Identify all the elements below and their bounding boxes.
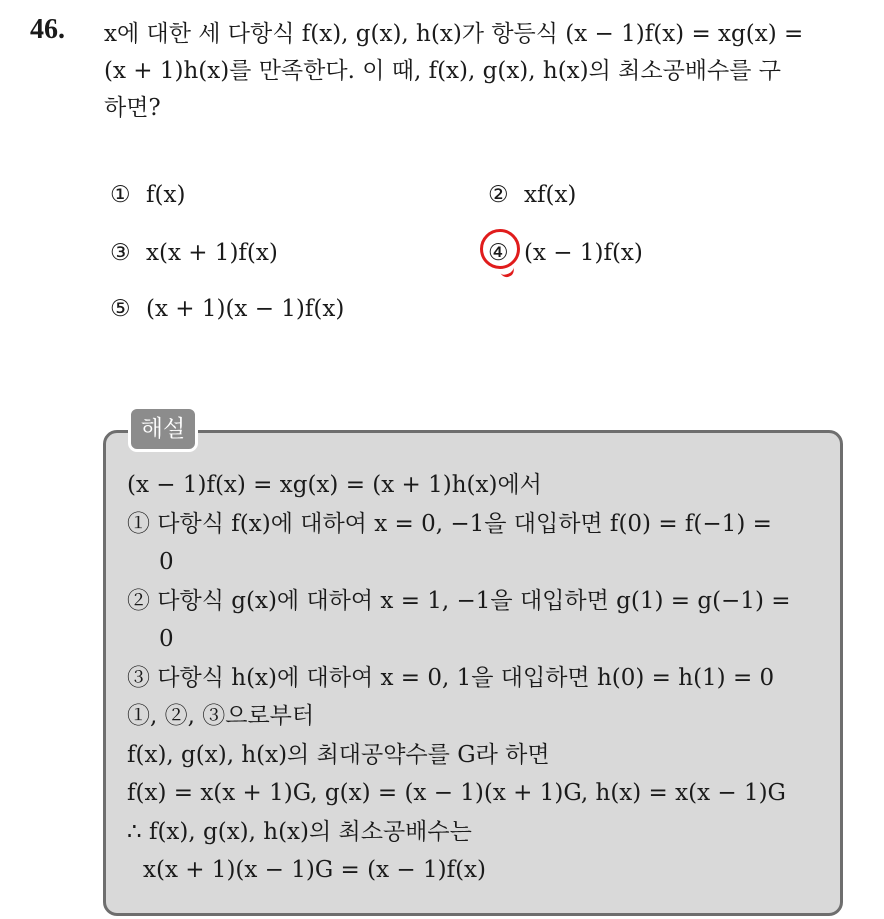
solution-line: 0 xyxy=(159,549,174,575)
solution-line: f(x) = x(x + 1)G, g(x) = (x − 1)(x + 1)G, h(x) = x(x − 1)G xyxy=(127,780,786,806)
solution-line: x(x + 1)(x − 1)G = (x − 1)f(x) xyxy=(143,857,487,883)
stem-line: x에 대한 세 다항식 f(x), g(x), h(x)가 항등식 (x − 1)f(x) = xg(x) = xyxy=(104,21,804,47)
problem-number: 46. xyxy=(30,14,65,45)
solution-line: 0 xyxy=(159,626,174,652)
solution-line: ③ 다항식 h(x)에 대하여 x = 0, 1을 대입하면 h(0) = h(1) = 0 xyxy=(127,664,775,691)
problem-stem xyxy=(104,16,874,127)
choice-2[interactable] xyxy=(488,182,576,208)
solution-line: f(x), g(x), h(x)의 최대공약수를 G라 하면 xyxy=(127,741,550,768)
choice-text: x(x + 1)f(x) xyxy=(146,240,278,266)
solution-line: ② 다항식 g(x)에 대하여 x = 1, −1을 대입하면 g(1) = g(−1) = xyxy=(127,587,791,614)
choice-text: (x − 1)f(x) xyxy=(524,240,643,266)
solution-line: (x − 1)f(x) = xg(x) = (x + 1)h(x)에서 xyxy=(127,472,542,498)
choice-1[interactable] xyxy=(110,182,185,208)
choice-mark: ⑤ xyxy=(110,296,131,322)
choice-text: f(x) xyxy=(146,182,186,208)
solution-line: ∴ f(x), g(x), h(x)의 최소공배수는 xyxy=(127,818,472,845)
choice-5[interactable] xyxy=(110,296,344,322)
stem-line: (x + 1)h(x)를 만족한다. 이 때, f(x), g(x), h(x)의 최소공배수를 구 xyxy=(104,58,781,84)
solution-line: ①, ②, ③으로부터 xyxy=(127,703,315,729)
choice-mark: ② xyxy=(488,182,509,208)
choice-mark: ④ xyxy=(488,240,509,266)
choice-mark: ① xyxy=(110,182,131,208)
solution-text xyxy=(127,466,827,890)
choice-mark: ③ xyxy=(110,240,131,266)
choice-3[interactable] xyxy=(110,240,278,266)
choice-text: (x + 1)(x − 1)f(x) xyxy=(146,296,345,322)
answer-circle-mark xyxy=(480,229,520,269)
solution-tag: 해설 xyxy=(128,406,198,452)
choice-text: xf(x) xyxy=(524,182,577,208)
solution-line: ① 다항식 f(x)에 대하여 x = 0, −1을 대입하면 f(0) = f(−1) = xyxy=(127,510,772,537)
stem-line: 하면? xyxy=(104,95,161,121)
